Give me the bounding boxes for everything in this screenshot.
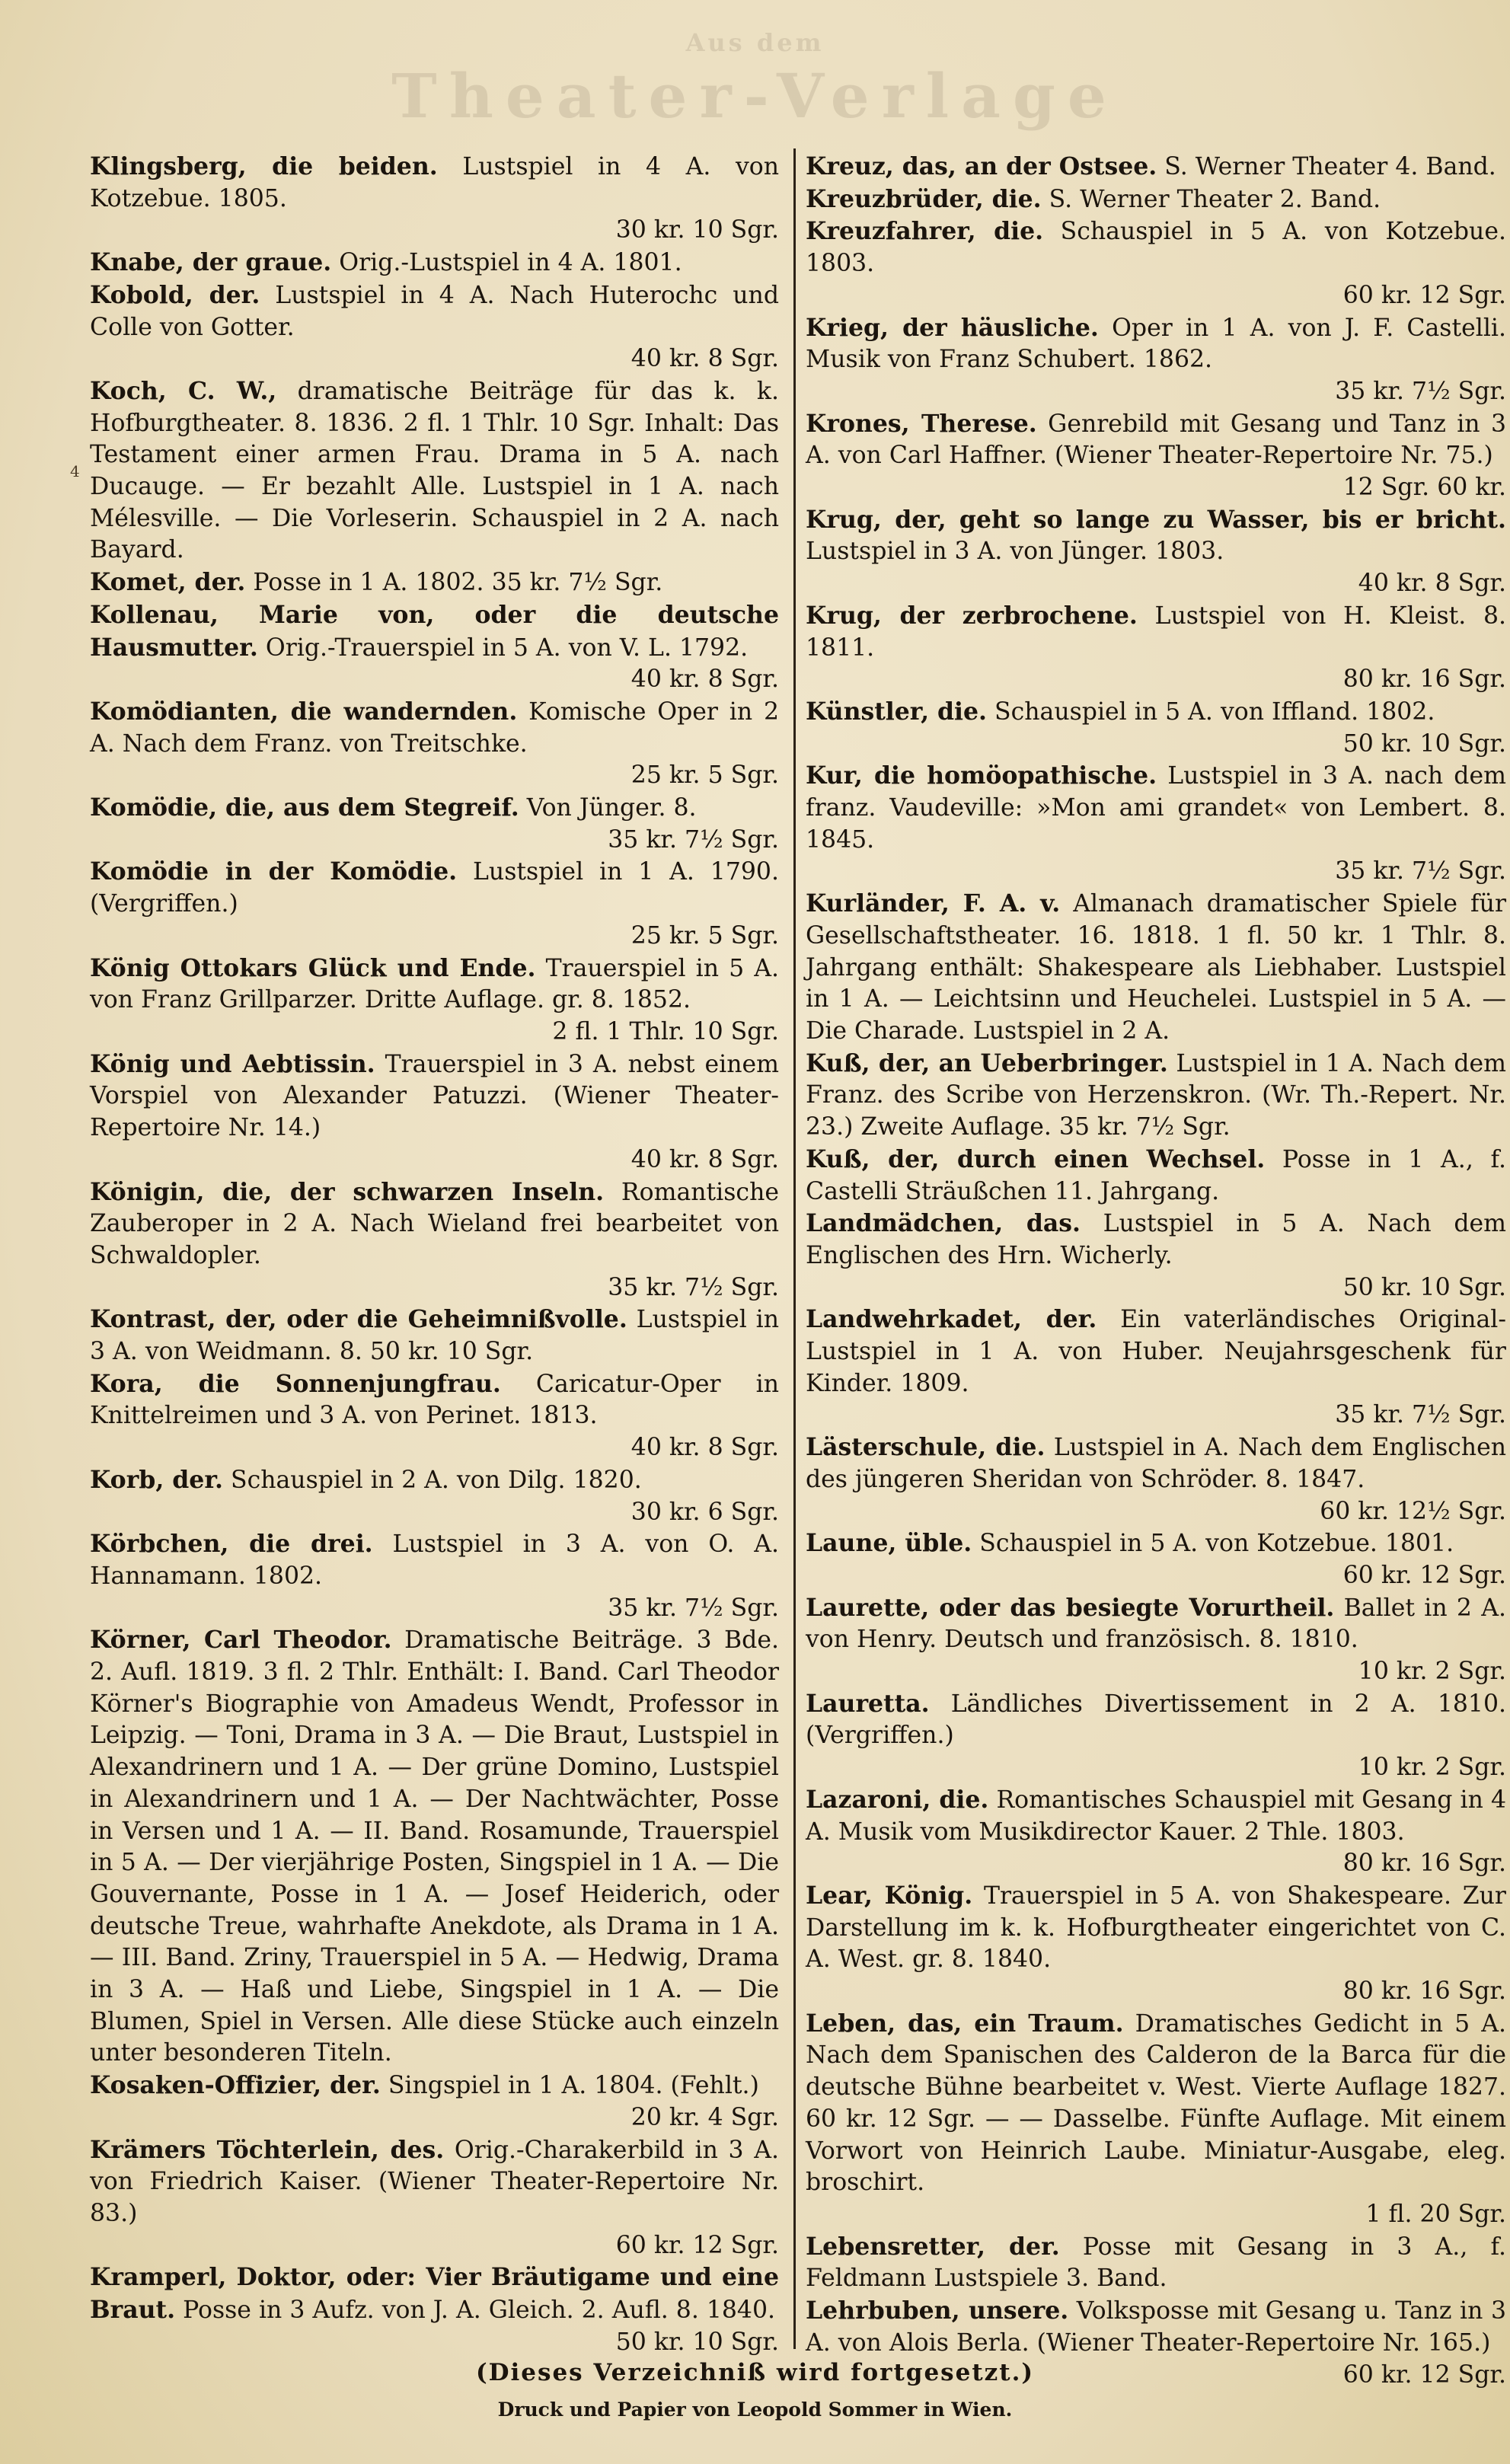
- entry-description: Ein vaterländisches Original-Lustspiel in 1 A. von Huber. Neujahrsgeschenk für Kinder. 1809.: [806, 1306, 1507, 1397]
- entry-description: Orig.-Lustspiel in 4 A. 1801.: [339, 249, 682, 277]
- entry-description: Singspiel in 1 A. 1804. (Fehlt.): [388, 2072, 759, 2100]
- entry-price: 50 kr. 10 Sgr.: [1342, 1273, 1506, 1301]
- entry-description: Lustspiel in 3 A. nach dem franz. Vaudeville: »Mon ami grandet« von Lembert. 8. 1845.: [806, 762, 1506, 854]
- entry-price: 80 kr. 16 Sgr.: [1342, 665, 1506, 694]
- entry-description: Schauspiel in 5 A. von Kotzebue. 1801.: [979, 1530, 1454, 1558]
- entry-description: Orig.-Trauerspiel in 5 A. von V. L. 1792.: [265, 634, 749, 662]
- printer-imprint: Druck und Papier von Leopold Sommer in Wien.: [497, 2399, 1013, 2421]
- entry-description: Komische Oper in 2 A. Nach dem Franz. von Treitschke.: [90, 697, 780, 758]
- entry-description: Lustspiel in 5 A. Nach dem Englischen des Hrn. Wicherly.: [806, 1210, 1507, 1269]
- entry-title: Kreuz, das, an der Ostsee.: [806, 152, 1157, 180]
- entry-title: Königin, die, der schwarzen Inseln.: [90, 1177, 605, 1206]
- catalog-entry: [806, 1688, 1506, 1784]
- catalog-entry: [90, 2070, 779, 2134]
- entry-description: Orig.-Charakerbild in 3 A. von Friedrich Kaiser. (Wiener Theater-Repertoire Nr. 83.): [90, 2136, 779, 2227]
- bleed-header-large: Theater-Verlage: [391, 60, 1119, 132]
- entry-price: 35 kr. 7½ Sgr.: [608, 1273, 779, 1301]
- entry-description: Von Jünger. 8.: [526, 794, 697, 822]
- entry-price: 60 kr. 12 Sgr.: [1342, 2360, 1506, 2389]
- catalog-entry: [90, 1048, 779, 1176]
- entry-title: Kuß, der, an Ueberbringer.: [806, 1048, 1168, 1077]
- entry-title: Künstler, die.: [806, 697, 988, 726]
- entry-description: Lustspiel in 3 A. von Weidmann. 8. 50 kr. 10 Sgr.: [90, 1306, 779, 1366]
- entry-title: Klingsberg, die beiden.: [90, 152, 438, 180]
- entry-title: Landmädchen, das.: [806, 1209, 1081, 1238]
- catalog-entry: [806, 760, 1506, 888]
- entry-description: Schauspiel in 5 A. von Kotzebue. 1803.: [806, 218, 1506, 278]
- catalog-entry: [90, 1624, 779, 2070]
- catalog-entry: [90, 696, 779, 792]
- entry-description: Almanach dramatischer Spiele für Gesellschaftstheater. 16. 1818. 1 fl. 50 kr. 1 Thlr. 8. Jahrgang enthält: Shakespeare als Liebhaber. Lustspiel in 1 A. — Leichtsinn und Heuchelei. Lustspiel in 5 A. — Die Charade. Lustspiel in 2 A.: [806, 890, 1507, 1045]
- catalog-entry: [90, 2134, 779, 2262]
- entry-price: 10 kr. 2 Sgr.: [1358, 1754, 1506, 1782]
- column-divider: [793, 148, 796, 2349]
- entry-description: Dramatische Beiträge. 3 Bde. 2. Aufl. 1819. 3 fl. 2 Thlr. Enthält: I. Band. Carl Theodor Körner's Biographie von Amadeus Wendt, Professor in Leipzig. — Toni, Drama in 3 A. — Die Braut, Lustspiel in Alexandrinern und 1 A. — Der grüne Domino, Lustspiel in Alexandrinern und 1 A. — Der Nachtwächter, Posse in Versen und 1 A. — II. Band. Rosamunde, Trauerspiel in 5 A. — Der vierjährige Posten, Singspiel in 1 A. — Die Gouvernante, Posse in 1 A. — Josef Heiderich, oder deutsche Treue, wahrhafte Anekdote, als Drama in 1 A. — III. Band. Zriny, Trauerspiel in 5 A. — Hedwig, Drama in 3 A. — Haß und Liebe, Singspiel in 1 A. — Die Blumen, Spiel in Versen. Alle diese Stücke auch einzeln unter besonderen Titeln.: [90, 1626, 779, 2067]
- entry-title: König Ottokars Glück und Ende.: [90, 953, 536, 982]
- catalog-entry: [806, 312, 1506, 408]
- bleed-header-small: Aus dem: [685, 28, 825, 57]
- catalog-entry: [806, 504, 1506, 600]
- entry-title: Komödianten, die wandernden.: [90, 697, 518, 726]
- catalog-entry: [806, 696, 1506, 760]
- entry-title: Kreuzbrüder, die.: [806, 184, 1042, 213]
- entry-description: Trauerspiel in 5 A. von Shakespeare. Zur Darstellung im k. k. Hofburgtheater eingerichtet von C. A. West. gr. 8. 1840.: [806, 1882, 1506, 1974]
- entry-price: 25 kr. 5 Sgr.: [630, 921, 779, 950]
- entry-description: Lustspiel in 3 A. von Jünger. 1803.: [806, 538, 1224, 566]
- entry-price: 1 fl. 20 Sgr.: [1365, 2201, 1506, 2228]
- catalog-entry: [90, 567, 779, 599]
- catalog-entry: [806, 1592, 1506, 1688]
- entry-price: 35 kr. 7½ Sgr.: [1335, 377, 1506, 405]
- entry-title: König und Aebtissin.: [90, 1049, 375, 1078]
- catalog-entry: [90, 953, 779, 1048]
- catalog-entry: [806, 1527, 1506, 1591]
- entry-price: 40 kr. 8 Sgr.: [1358, 570, 1506, 598]
- entry-title: Körner, Carl Theodor.: [90, 1626, 392, 1655]
- entry-description: Schauspiel in 2 A. von Dilg. 1820.: [231, 1466, 642, 1494]
- entry-price: 12 Sgr. 60 kr.: [1342, 474, 1506, 502]
- catalog-entry: [90, 599, 779, 696]
- entry-price: 35 kr. 7½ Sgr.: [1335, 1401, 1506, 1429]
- entry-price: 30 kr. 10 Sgr.: [615, 216, 779, 244]
- entry-price: 25 kr. 5 Sgr.: [630, 761, 779, 790]
- catalog-entry: [90, 151, 779, 247]
- entry-title: Krieg, der häusliche.: [806, 313, 1099, 342]
- entry-description: Caricatur-Oper in Knittelreimen und 3 A. von Perinet. 1813.: [90, 1370, 779, 1430]
- entry-description: dramatische Beiträge für das k. k. Hofburgtheater. 8. 1836. 2 fl. 1 Thlr. 10 Sgr. Inhalt: Das Testament einer armen Frau. Drama in 5 A. nach Ducauge. — Er bezahlt Alle. Lustspiel in 1 A. nach Mélesville. — Die Vorleserin. Schauspiel in 2 A. nach Bayard.: [90, 377, 779, 564]
- right-column: [806, 151, 1506, 2391]
- entry-title: Kontrast, der, oder die Geheimnißvolle.: [90, 1305, 627, 1334]
- entry-price: 35 kr. 7½ Sgr.: [1335, 857, 1506, 886]
- bleed-through-header: [0, 28, 1510, 132]
- entry-description: S. Werner Theater 2. Band.: [1049, 185, 1381, 213]
- entry-title: Leben, das, ein Traum.: [806, 2009, 1124, 2038]
- entry-price: 50 kr. 10 Sgr.: [615, 2328, 779, 2356]
- entry-price: 60 kr. 12½ Sgr.: [1320, 1497, 1506, 1525]
- entry-description: Volksposse mit Gesang u. Tanz in 3 A. von Alois Berla. (Wiener Theater-Repertoire Nr. 165.): [806, 2297, 1506, 2357]
- entry-price: 40 kr. 8 Sgr.: [630, 1434, 779, 1462]
- entry-price: 40 kr. 8 Sgr.: [630, 665, 779, 694]
- catalog-entry: [806, 1304, 1506, 1431]
- entry-description: Trauerspiel in 3 A. nebst einem Vorspiel von Alexander Patuzzi. (Wiener Theater-Repertoire Nr. 14.): [90, 1050, 780, 1142]
- entry-title: Komödie, die, aus dem Stegreif.: [90, 793, 519, 822]
- entry-description: Lustspiel in A. Nach dem Englischen des jüngeren Sheridan von Schröder. 8. 1847.: [806, 1434, 1507, 1493]
- entry-description: Ballet in 2 A. von Henry. Deutsch und französisch. 8. 1810.: [806, 1594, 1506, 1654]
- entry-price: 40 kr. 8 Sgr.: [630, 345, 779, 373]
- catalog-entry: [806, 2231, 1506, 2295]
- catalog-entry: [806, 2008, 1506, 2231]
- entry-title: Korb, der.: [90, 1465, 223, 1494]
- catalog-entry: [806, 600, 1506, 696]
- entry-title: Komödie in der Komödie.: [90, 857, 458, 886]
- catalog-entry: [90, 856, 779, 952]
- entry-title: Krämers Töchterlein, des.: [90, 2135, 445, 2164]
- entry-price: 20 kr. 4 Sgr.: [630, 2103, 779, 2131]
- entry-title: Komet, der.: [90, 568, 246, 597]
- entry-price: 80 kr. 16 Sgr.: [1342, 1977, 1506, 2006]
- entry-description: Lustspiel von H. Kleist. 8. 1811.: [806, 602, 1506, 662]
- entry-title: Lästerschule, die.: [806, 1433, 1046, 1462]
- entry-price: 60 kr. 12 Sgr.: [1342, 281, 1506, 309]
- entry-price: 35 kr. 7½ Sgr.: [608, 825, 779, 854]
- catalog-entry: [806, 215, 1506, 311]
- catalog-entry: [806, 888, 1506, 1048]
- entry-description: Dramatisches Gedicht in 5 A. Nach dem Spanischen des Calderon de la Barca für die deutsche Bühne bearbeitet v. West. Vierte Auflage 1827. 60 kr. 12 Sgr. — — Dasselbe. Fünfte Auflage. Mit einem Vorwort von Heinrich Laube. Miniatur-Ausgabe, eleg. broschirt.: [806, 2009, 1506, 2197]
- entry-title: Landwehrkadet, der.: [806, 1305, 1097, 1334]
- entry-price: 50 kr. 10 Sgr.: [1342, 729, 1506, 758]
- entry-description: Genrebild mit Gesang und Tanz in 3 A. von Carl Haffner. (Wiener Theater-Repertoire Nr. 75.): [806, 410, 1506, 470]
- catalog-entry: [806, 1784, 1506, 1880]
- entry-price: 60 kr. 12 Sgr.: [615, 2231, 779, 2259]
- entry-description: Trauerspiel in 5 A. von Franz Grillparzer. Dritte Auflage. gr. 8. 1852.: [90, 954, 779, 1014]
- entry-title: Kora, die Sonnenjungfrau.: [90, 1369, 501, 1398]
- margin-mark: 4: [70, 462, 80, 480]
- entry-title: Kurländer, F. A. v.: [806, 889, 1061, 918]
- entry-description: Romantische Zauberoper in 2 A. Nach Wieland frei bearbeitet von Schwaldopler.: [90, 1178, 779, 1269]
- catalog-entry: [90, 792, 779, 856]
- entry-price: 60 kr. 12 Sgr.: [1342, 1561, 1506, 1589]
- entry-title: Kur, die homöopathische.: [806, 761, 1157, 790]
- catalog-entry: [90, 2261, 779, 2358]
- entry-description: Posse in 1 A. 1802. 35 kr. 7½ Sgr.: [253, 569, 663, 597]
- catalog-entry: [806, 1431, 1506, 1527]
- entry-title: Körbchen, die drei.: [90, 1530, 373, 1559]
- entry-price: 35 kr. 7½ Sgr.: [608, 1594, 779, 1622]
- entry-description: Lustspiel in 1 A. Nach dem Franz. des Scribe von Herzenskron. (Wr. Th.-Repert. Nr. 23.) Zweite Auflage. 35 kr. 7½ Sgr.: [806, 1049, 1506, 1141]
- catalog-entry: [90, 247, 779, 279]
- entry-title: Lehrbuben, unsere.: [806, 2296, 1069, 2325]
- entry-title: Knabe, der graue.: [90, 248, 332, 277]
- catalog-entry: [806, 184, 1506, 216]
- entry-title: Kreuzfahrer, die.: [806, 217, 1044, 246]
- continuation-note: (Dieses Verzeichniß wird fortgesetzt.): [475, 2359, 1035, 2386]
- entry-description: Oper in 1 A. von J. F. Castelli. Musik von Franz Schubert. 1862.: [806, 314, 1507, 374]
- entry-title: Kuß, der, durch einen Wechsel.: [806, 1144, 1266, 1173]
- entry-title: Lebensretter, der.: [806, 2232, 1060, 2261]
- entry-price: 10 kr. 2 Sgr.: [1358, 1658, 1506, 1686]
- entry-title: Krug, der zerbrochene.: [806, 601, 1138, 630]
- catalog-entry: [90, 279, 779, 375]
- entry-price: 2 fl. 1 Thlr. 10 Sgr.: [552, 1017, 779, 1045]
- entry-description: Lustspiel in 1 A. 1790. (Vergriffen.): [90, 858, 779, 918]
- left-column: [90, 151, 779, 2359]
- entry-description: Lustspiel in 4 A. Nach Huterochc und Colle von Gotter.: [90, 281, 779, 341]
- entry-title: Laune, üble.: [806, 1529, 972, 1558]
- entry-title: Koch, C. W.,: [90, 376, 277, 405]
- entry-description: Schauspiel in 5 A. von Iffland. 1802.: [994, 697, 1435, 726]
- entry-price: 30 kr. 6 Sgr.: [630, 1498, 779, 1526]
- entry-title: Lazaroni, die.: [806, 1785, 989, 1814]
- catalog-entry: [90, 375, 779, 567]
- catalog-entry: [90, 1464, 779, 1528]
- catalog-entry: [806, 1144, 1506, 1208]
- catalog-entry: [806, 1048, 1506, 1144]
- catalog-entry: [806, 151, 1506, 184]
- entry-description: S. Werner Theater 4. Band.: [1164, 153, 1496, 180]
- catalog-entry: [806, 408, 1506, 504]
- catalog-entry: [90, 1304, 779, 1368]
- entry-description: Romantisches Schauspiel mit Gesang in 4 A. Musik vom Musikdirector Kauer. 2 Thle. 1803.: [806, 1786, 1507, 1846]
- entry-description: Ländliches Divertissement in 2 A. 1810. (Vergriffen.): [806, 1690, 1507, 1750]
- entry-title: Laurette, oder das besiegte Vorurtheil.: [806, 1593, 1335, 1622]
- entry-description: Lustspiel in 4 A. von Kotzebue. 1805.: [90, 153, 780, 212]
- entry-title: Krug, der, geht so lange zu Wasser, bis er bricht.: [806, 505, 1506, 534]
- entry-title: Kosaken-Offizier, der.: [90, 2071, 381, 2100]
- entry-title: Kobold, der.: [90, 280, 260, 309]
- catalog-entry: [806, 1880, 1506, 2008]
- entry-description: Posse mit Gesang in 3 A., f. Feldmann Lustspiele 3. Band.: [806, 2233, 1506, 2293]
- entry-description: Lustspiel in 3 A. von O. A. Hannamann. 1802.: [90, 1530, 780, 1590]
- catalog-entry: [90, 1368, 779, 1464]
- entry-title: Kramperl, Doktor, oder: Vier Bräutigame und eine Braut.: [90, 2263, 779, 2325]
- catalog-entry: [90, 1528, 779, 1624]
- entry-title: Lauretta.: [806, 1689, 930, 1718]
- entry-title: Krones, Therese.: [806, 409, 1037, 438]
- entry-title: Lear, König.: [806, 1881, 973, 1910]
- entry-price: 80 kr. 16 Sgr.: [1342, 1850, 1506, 1878]
- entry-description: Posse in 3 Aufz. von J. A. Gleich. 2. Aufl. 8. 1840.: [183, 2296, 776, 2325]
- catalog-entry: [90, 1176, 779, 1304]
- entry-description: Posse in 1 A., f. Castelli Sträußchen 11. Jahrgang.: [806, 1145, 1507, 1205]
- entry-title: Kollenau, Marie von, oder die deutsche Hausmutter.: [90, 600, 779, 662]
- entry-price: 40 kr. 8 Sgr.: [630, 1145, 779, 1173]
- catalog-entry: [806, 1208, 1506, 1304]
